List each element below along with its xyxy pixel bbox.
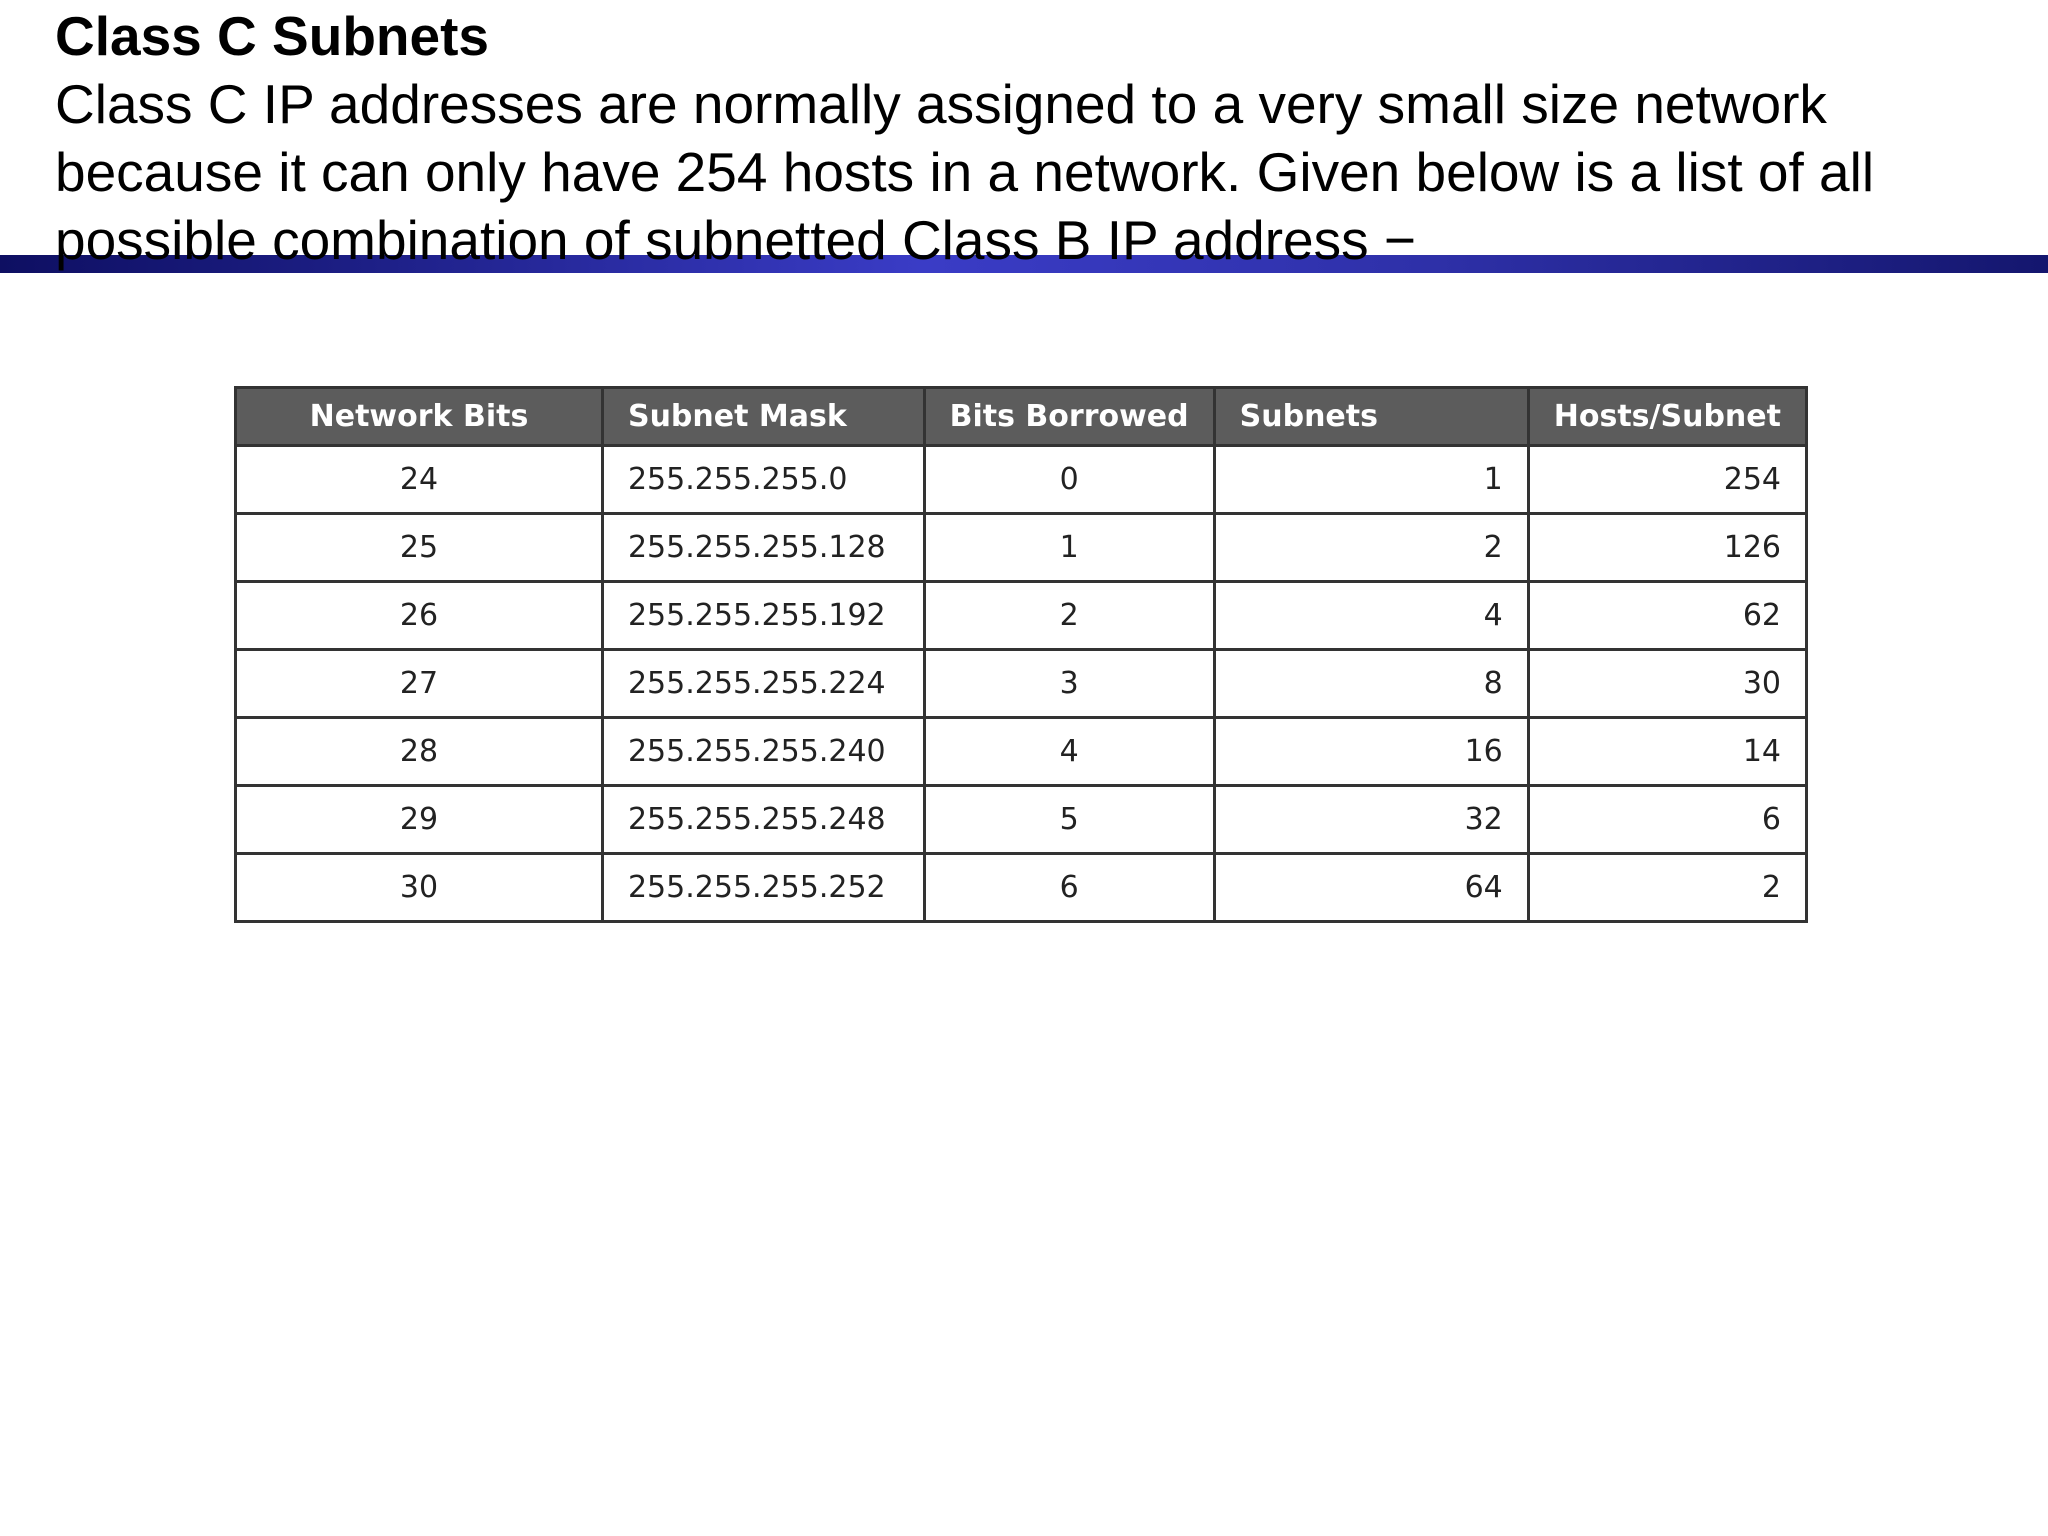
cell-network-bits: 28 (236, 718, 603, 786)
table-header-row (236, 388, 1807, 446)
header-subnets: Subnets (1214, 388, 1528, 446)
cell-bits-borrowed: 0 (924, 446, 1214, 514)
cell-subnets: 8 (1214, 650, 1528, 718)
cell-subnets: 4 (1214, 582, 1528, 650)
body-line-2: because it can only have 254 hosts in a network. Given below is a list of all (55, 141, 1875, 203)
cell-hosts-per-subnet: 126 (1528, 514, 1806, 582)
cell-bits-borrowed: 2 (924, 582, 1214, 650)
cell-hosts-per-subnet: 254 (1528, 446, 1806, 514)
cell-subnet-mask: 255.255.255.252 (602, 854, 924, 922)
table-row (236, 718, 1807, 786)
cell-subnet-mask: 255.255.255.128 (602, 514, 924, 582)
slide-title: Class C Subnets (55, 5, 490, 67)
cell-bits-borrowed: 6 (924, 854, 1214, 922)
cell-network-bits: 29 (236, 786, 603, 854)
cell-bits-borrowed: 3 (924, 650, 1214, 718)
cell-subnet-mask: 255.255.255.0 (602, 446, 924, 514)
cell-subnet-mask: 255.255.255.248 (602, 786, 924, 854)
cell-bits-borrowed: 5 (924, 786, 1214, 854)
cell-hosts-per-subnet: 30 (1528, 650, 1806, 718)
cell-network-bits: 30 (236, 854, 603, 922)
header-network-bits: Network Bits (236, 388, 603, 446)
title-block (55, 2, 2015, 274)
table-row (236, 446, 1807, 514)
header-bits-borrowed: Bits Borrowed (924, 388, 1214, 446)
cell-network-bits: 27 (236, 650, 603, 718)
cell-network-bits: 24 (236, 446, 603, 514)
cell-subnet-mask: 255.255.255.224 (602, 650, 924, 718)
body-line-3: possible combination of subnetted Class B IP address − (55, 209, 1417, 271)
cell-hosts-per-subnet: 2 (1528, 854, 1806, 922)
header-hosts-per-subnet: Hosts/Subnet (1528, 388, 1806, 446)
subnet-table (234, 386, 1808, 923)
cell-subnet-mask: 255.255.255.240 (602, 718, 924, 786)
cell-bits-borrowed: 4 (924, 718, 1214, 786)
subnet-table-wrapper (234, 386, 1808, 923)
header-subnet-mask: Subnet Mask (602, 388, 924, 446)
cell-subnets: 32 (1214, 786, 1528, 854)
cell-subnets: 1 (1214, 446, 1528, 514)
cell-subnet-mask: 255.255.255.192 (602, 582, 924, 650)
cell-subnets: 2 (1214, 514, 1528, 582)
cell-hosts-per-subnet: 6 (1528, 786, 1806, 854)
cell-network-bits: 26 (236, 582, 603, 650)
cell-bits-borrowed: 1 (924, 514, 1214, 582)
body-line-1: Class C IP addresses are normally assigned to a very small size network (55, 73, 1827, 135)
table-row (236, 582, 1807, 650)
cell-network-bits: 25 (236, 514, 603, 582)
table-row (236, 786, 1807, 854)
cell-hosts-per-subnet: 62 (1528, 582, 1806, 650)
table-row (236, 650, 1807, 718)
table-row (236, 854, 1807, 922)
cell-hosts-per-subnet: 14 (1528, 718, 1806, 786)
cell-subnets: 16 (1214, 718, 1528, 786)
cell-subnets: 64 (1214, 854, 1528, 922)
table-row (236, 514, 1807, 582)
